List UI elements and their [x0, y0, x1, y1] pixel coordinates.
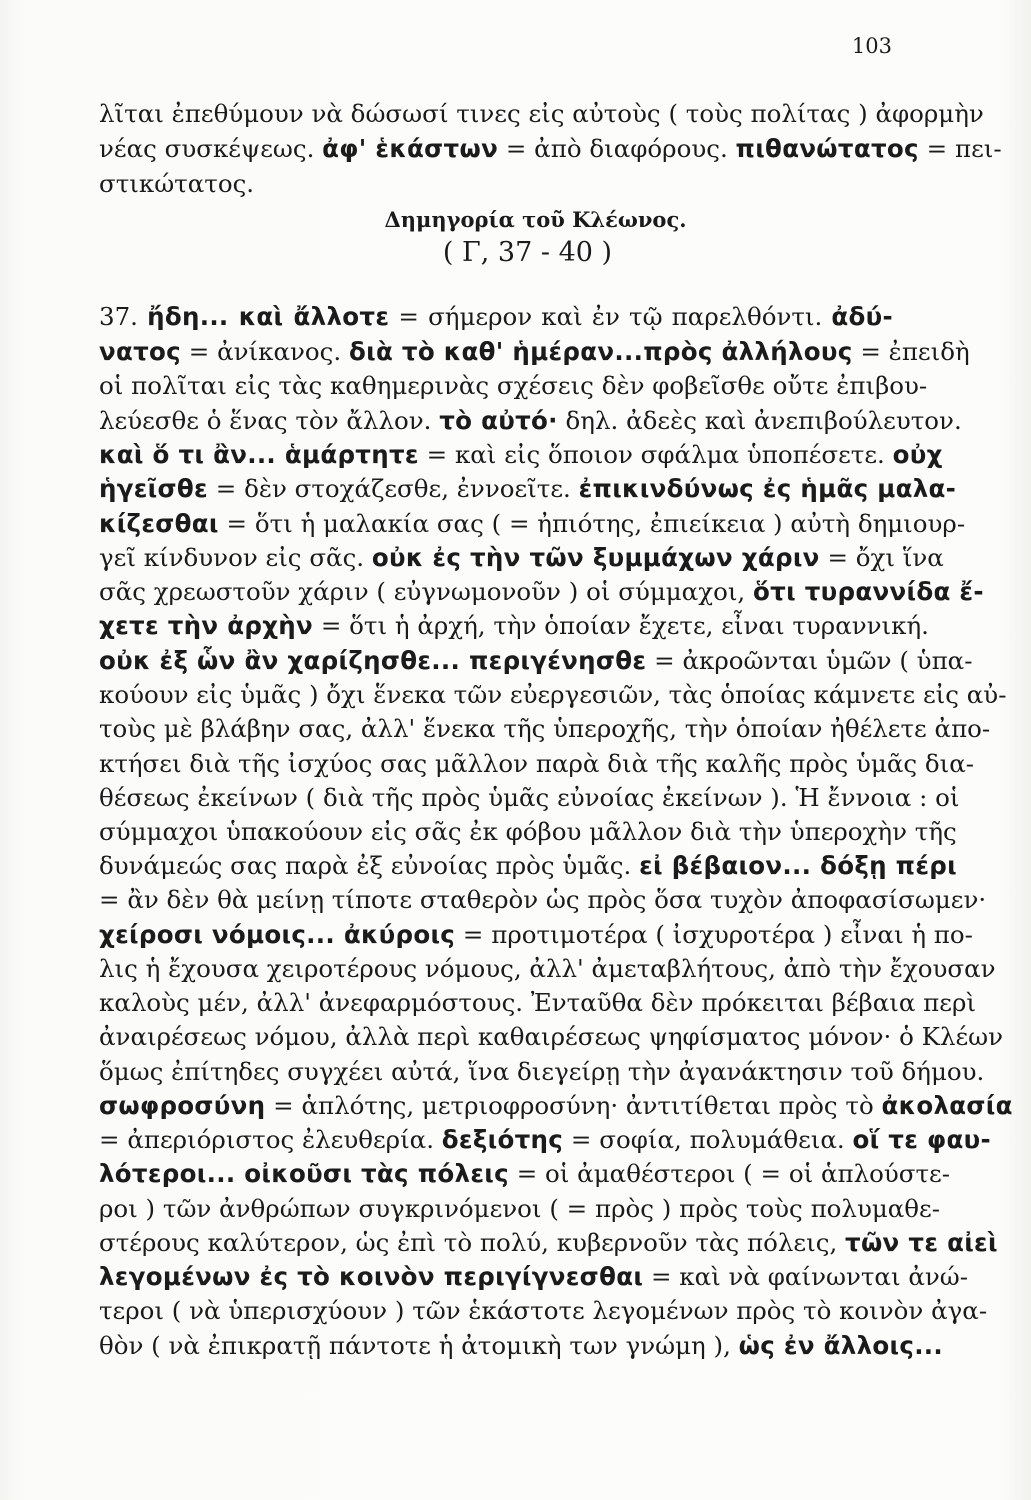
lemma: οὐκ ἐς τὴν τῶν ξυμμάχων χάριν — [371, 543, 820, 572]
gloss-text: ὅμως ἐπίτηδες συγχέει αὐτά, ἵνα διεγείρῃ τὴν ἀγανάκτησιν τοῦ δήμου. — [99, 1057, 985, 1086]
lemma: οὐκ ἐξ ὧν ἂν χαρίζησθε... περιγένησθε — [99, 646, 647, 675]
text-line — [99, 1157, 951, 1191]
lemma: χετε τὴν ἀρχὴν — [99, 611, 314, 640]
gloss-text: = ἁπλότης, μετριοφροσύνη· ἀντιτίθεται πρὸς τὸ — [265, 1091, 882, 1120]
text-line — [99, 1020, 1004, 1054]
text-line — [99, 1055, 985, 1089]
gloss-text: θὸν ( νὰ ἐπικρατῇ πάντοτε ἡ ἀτομικὴ των γνώμη ), — [99, 1331, 739, 1360]
gloss-text: = ἂν δὲν θὰ μείνῃ τίποτε σταθερὸν ὡς πρὸς ὅσα τυχὸν ἀποφασίσωμεν· — [99, 885, 987, 914]
lemma: τῶν τε αἰεὶ — [845, 1228, 998, 1257]
text-line — [99, 747, 975, 781]
gloss-text: οἱ πολῖται εἰς τὰς καθημερινὰς σχέσεις δὲν φοβεῖσθε οὔτε ἐπιβου- — [99, 371, 928, 400]
lemma: ὅτι τυραννίδα ἔ- — [753, 577, 984, 606]
gloss-text: = καὶ εἰς ὅποιον σφάλμα ὑποπέσετε. — [418, 440, 893, 469]
gloss-text: σύμμαχοι ὑπακούουν εἰς σᾶς ἐκ φόβου μᾶλλον διὰ τὴν ὑπεροχὴν τῆς — [99, 817, 957, 846]
page-number: 103 — [851, 34, 892, 58]
text-line — [99, 952, 996, 986]
gloss-text: = σοφία, πολυμάθεια. — [563, 1125, 853, 1154]
text-line — [99, 97, 984, 131]
lemma: ἡγεῖσθε — [99, 474, 208, 503]
gloss-text: = οἱ ἀμαθέστεροι ( = οἱ ἁπλούστε- — [508, 1159, 951, 1188]
gloss-text: = ἐπειδὴ — [852, 337, 970, 366]
lemma: δεξιότης — [441, 1125, 564, 1154]
gloss-text: = δὲν στοχάζεσθε, ἐννοεῖτε. — [207, 474, 579, 503]
gloss-text: = ὄχι ἵνα — [819, 543, 944, 572]
gloss-text: = ὅτι ἡ μαλακία σας ( = ἠπιότης, ἐπιείκεια ) αὐτὴ δημιουρ- — [218, 509, 966, 538]
gloss-text: δηλ. ἀδεὲς καὶ ἀνεπιβούλευτον. — [557, 406, 962, 435]
gloss-text: 37. — [99, 302, 148, 331]
lemma: ἐπικινδύνως ἐς ἡμᾶς μαλα- — [578, 474, 957, 503]
text-line — [99, 1260, 969, 1294]
text-line — [99, 644, 973, 678]
lemma: ἀδύ- — [831, 302, 893, 331]
gloss-text: = ὅτι ἡ ἀρχή, τὴν ὁποίαν ἔχετε, εἶναι τυραννική. — [313, 611, 929, 640]
text-line — [99, 1192, 941, 1226]
lemma: νατος — [99, 337, 182, 366]
text-line — [99, 404, 962, 438]
gloss-text: στικώτατος. — [99, 169, 255, 198]
gloss-text: λις ἡ ἔχουσα χειροτέρους νόμους, ἀλλ' ἀμεταβλήτους, ἀπὸ τὴν ἔχουσαν — [99, 954, 996, 983]
lemma: χείροσι νόμοις... ἀκύροις — [99, 920, 456, 949]
gloss-text: = σήμερον καὶ ἐν τῷ παρελθόντι. — [389, 302, 832, 331]
gloss-text: κτήσει διὰ τῆς ἰσχύος σας μᾶλλον παρὰ διὰ τῆς καλῆς πρὸς ὑμᾶς δια- — [99, 749, 975, 778]
text-line — [99, 1329, 944, 1363]
lemma: οἵ τε φαυ- — [852, 1125, 991, 1154]
lemma: λότεροι... οἰκοῦσι τὰς πόλεις — [99, 1159, 509, 1188]
gloss-text: = προτιμοτέρα ( ἰσχυροτέρα ) εἶναι ἡ πο- — [455, 920, 973, 949]
text-line — [99, 335, 970, 369]
lemma: εἰ βέβαιον... δόξῃ πέρι — [639, 851, 957, 880]
text-line — [99, 815, 957, 849]
gloss-text: νέας συσκέψεως. — [99, 134, 323, 163]
lemma: πιθανώτατος — [735, 134, 919, 163]
gloss-text: δυνάμεώς σας παρὰ ἐξ εὐνοίας πρὸς ὑμᾶς. — [99, 851, 640, 880]
text-line — [99, 1226, 998, 1260]
lemma: ἤδη... καὶ ἄλλοτε — [147, 302, 390, 331]
text-line — [99, 883, 987, 917]
lemma: ἀκολασία — [881, 1091, 1013, 1120]
lemma: λεγομένων ἐς τὸ κοινὸν περιγίγνεσθαι — [99, 1262, 644, 1291]
text-line — [99, 541, 944, 575]
gloss-text: στέρους καλύτερον, ὡς ἐπὶ τὸ πολύ, κυβερνοῦν τὰς πόλεις, — [99, 1228, 846, 1257]
text-line — [99, 918, 973, 952]
text-line — [99, 167, 254, 201]
lemma: ἀφ' ἑκάστων — [322, 134, 499, 163]
gloss-text: = ἀκροῶνται ὑμῶν ( ὑπα- — [646, 646, 973, 675]
section-range: ( Γ, 37 - 40 ) — [442, 237, 613, 268]
lemma: διὰ τὸ καθ' ἡμέραν...πρὸς ἀλλήλους — [348, 337, 853, 366]
text-line — [99, 300, 893, 334]
text-line — [99, 712, 991, 746]
text-line — [99, 1089, 1013, 1123]
gloss-text: ροι ) τῶν ἀνθρώπων συγκρινόμενοι ( = πρὸς ) πρὸς τοὺς πολυμαθε- — [99, 1194, 941, 1223]
section-title: Δημηγορία τοῦ Κλέωνος. — [384, 207, 687, 232]
text-line — [99, 781, 960, 815]
gloss-text: = ἀπὸ διαφόρους. — [498, 134, 736, 163]
text-line — [99, 678, 1007, 712]
gloss-text: = πει- — [918, 134, 1002, 163]
text-line — [99, 438, 943, 472]
text-line — [99, 1294, 988, 1328]
gloss-text: καλοὺς μέν, ἀλλ' ἀνεφαρμόστους. Ἐνταῦθα δὲν πρόκειται βέβαια περὶ — [99, 988, 976, 1017]
gloss-text: σᾶς χρεωστοῦν χάριν ( εὐγνωμονοῦν ) οἱ σύμμαχοι, — [99, 577, 753, 606]
gloss-text: θέσεως ἐκείνων ( διὰ τῆς πρὸς ὑμᾶς εὐνοίας ἐκείνων ). Ἡ ἔννοια : οἱ — [99, 783, 960, 812]
lemma: κίζεσθαι — [99, 509, 219, 538]
text-line — [99, 472, 957, 506]
gloss-text: λεύεσθε ὁ ἕνας τὸν ἄλλον. — [99, 406, 440, 435]
gloss-text: τεροι ( νὰ ὑπερισχύουν ) τῶν ἑκάστοτε λεγομένων πρὸς τὸ κοινὸν ἀγα- — [99, 1296, 988, 1325]
text-line — [99, 609, 929, 643]
text-line — [99, 986, 976, 1020]
gloss-text: κούουν εἰς ὑμᾶς ) ὄχι ἕνεκα τῶν εὐεργεσιῶν, τὰς ὁποίας κάμνετε εἰς αὐ- — [99, 680, 1007, 709]
lemma: ὡς ἐν ἄλλοις... — [738, 1331, 944, 1360]
lemma: καὶ ὅ τι ἂν... ἁμάρτητε — [99, 440, 419, 469]
text-line — [99, 849, 957, 883]
lemma: οὐχ — [892, 440, 943, 469]
lemma: τὸ αὐτό· — [439, 406, 558, 435]
text-line — [99, 132, 1002, 166]
gloss-text: ἀναιρέσεως νόμου, ἀλλὰ περὶ καθαιρέσεως ψηφίσματος μόνον· ὁ Κλέων — [99, 1022, 1004, 1051]
gloss-text: γεῖ κίνδυνον εἰς σᾶς. — [99, 543, 372, 572]
gloss-text: τοὺς μὲ βλάβην σας, ἀλλ' ἕνεκα τῆς ὑπεροχῆς, τὴν ὁποίαν ἠθέλετε ἀπο- — [99, 714, 991, 743]
text-line — [99, 369, 928, 403]
lemma: σωφροσύνη — [99, 1091, 266, 1120]
gloss-text: = ἀνίκανος. — [181, 337, 349, 366]
text-line — [99, 1123, 991, 1157]
gloss-text: λῖται ἐπεθύμουν νὰ δώσωσί τινες εἰς αὐτοὺς ( τοὺς πολίτας ) ἀφορμὴν — [99, 99, 984, 128]
text-line — [99, 575, 984, 609]
text-line — [99, 507, 966, 541]
gloss-text: = ἀπεριόριστος ἐλευθερία. — [99, 1125, 442, 1154]
gloss-text: = καὶ νὰ φαίνωνται ἀνώ- — [643, 1262, 969, 1291]
